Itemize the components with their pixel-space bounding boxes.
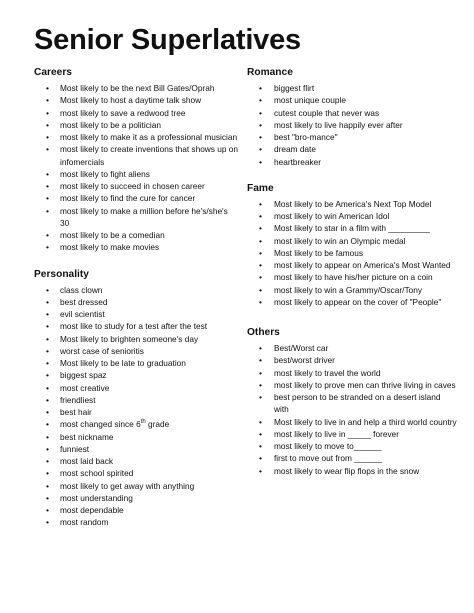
list-item: • biggest flirt (247, 82, 457, 94)
list-item: • most laid back (34, 455, 238, 467)
list-item: • dream date (247, 143, 457, 155)
list-item-grade (34, 418, 238, 430)
list-item: • first to move out from ______ (247, 452, 457, 464)
careers-heading: Careers (34, 67, 72, 78)
list-item: • Most likely to brighten someone's day (34, 333, 238, 345)
list-item: • most creative (34, 382, 238, 394)
list-item: • evil scientist (34, 308, 238, 320)
list-item: • Most likely to live in and help a third world country (247, 416, 457, 428)
list-item: • Most likely to be famous (247, 247, 457, 259)
list-item: • best hair (34, 406, 238, 418)
list-item: • most likely to make a million before he's/she's 30 (34, 205, 238, 230)
list-item: • most likely to prove men can thrive living in caves (247, 379, 457, 391)
right-column (247, 66, 457, 486)
others-section (247, 326, 457, 477)
list-item: • most likely to win an Olympic medal (247, 235, 457, 247)
list-item: • most school spirited (34, 467, 238, 479)
list-item: • most likely to travel the world (247, 367, 457, 379)
others-heading: Others (247, 327, 280, 338)
list-item: • Best/Worst car (247, 342, 457, 354)
list-item: • most likely to live happily ever after (247, 119, 457, 131)
list-item: • best nickname (34, 431, 238, 443)
personality-section (34, 268, 238, 529)
list-item: • most likely to have his/her picture on a coin (247, 271, 457, 283)
list-item: • most understanding (34, 492, 238, 504)
list-item: • most likely to win a Grammy/Oscar/Tony (247, 284, 457, 296)
list-item: • most likely to fight aliens (34, 168, 238, 180)
list-item: • most dependable (34, 504, 238, 516)
list-item: • most likely to create inventions that shows up on infomercials (34, 143, 238, 168)
list-item: • most likely to wear flip flops in the snow (247, 465, 457, 477)
list-item: • most likely to be a comedian (34, 229, 238, 241)
list-item: • Most likely to be America's Next Top Model (247, 198, 457, 210)
list-item: • most likely to be a politician (34, 119, 238, 131)
page-title: Senior Superlatives (34, 24, 301, 56)
list-item: • best person to be stranded on a desert island with (247, 391, 457, 416)
left-column (34, 66, 238, 538)
list-item: • biggest spaz (34, 369, 238, 381)
list-item: • most likely to save a redwood tree (34, 107, 238, 119)
romance-heading: Romance (247, 67, 293, 78)
list-item: • best dressed (34, 296, 238, 308)
list-item: • funniest (34, 443, 238, 455)
list-item: • most likely to get away with anything (34, 480, 238, 492)
romance-section (247, 66, 457, 168)
list-item: • most likely to move to______ (247, 440, 457, 452)
list-item: • most unique couple (247, 94, 457, 106)
list-item: • most random (34, 516, 238, 528)
careers-list (34, 82, 238, 254)
list-item: • Most likely to be late to graduation (34, 357, 238, 369)
list-item: • most likely to make it as a professional musician (34, 131, 238, 143)
list-item: • most likely to appear on the cover of "People" (247, 296, 457, 308)
list-item: • most likely to win American Idol (247, 210, 457, 222)
list-item: • cutest couple that never was (247, 107, 457, 119)
grade-superscript: th (140, 419, 146, 426)
list-item: • class clown (34, 284, 238, 296)
grade-prefix: most changed since 6 (60, 419, 141, 430)
list-item: • best "bro-mance" (247, 131, 457, 143)
careers-section (34, 66, 238, 254)
list-item: • most likely to make movies (34, 241, 238, 253)
list-item: • Most likely to be the next Bill Gates/Oprah (34, 82, 238, 94)
list-item: • most like to study for a test after the test (34, 320, 238, 332)
list-item: • friendliest (34, 394, 238, 406)
list-item: • heartbreaker (247, 156, 457, 168)
list-item: • most likely to live in _____ forever (247, 428, 457, 440)
grade-suffix: grade (145, 419, 170, 430)
list-item: • Most likely to host a daytime talk show (34, 94, 238, 106)
fame-section (247, 182, 457, 308)
fame-list (247, 198, 457, 308)
list-item: • best/worst driver (247, 354, 457, 366)
personality-heading: Personality (34, 268, 89, 280)
list-item: • worst case of senioritis (34, 345, 238, 357)
list-item: • most likely to find the cure for cancer (34, 192, 238, 204)
others-list (247, 342, 457, 477)
romance-list (247, 82, 457, 168)
list-item: • most likely to appear on America's Most Wanted (247, 259, 457, 271)
list-item: • most likely to succeed in chosen career (34, 180, 238, 192)
list-item: • Most likely to star in a film with _________ (247, 222, 457, 234)
fame-heading: Fame (247, 182, 274, 194)
personality-list (34, 284, 238, 529)
